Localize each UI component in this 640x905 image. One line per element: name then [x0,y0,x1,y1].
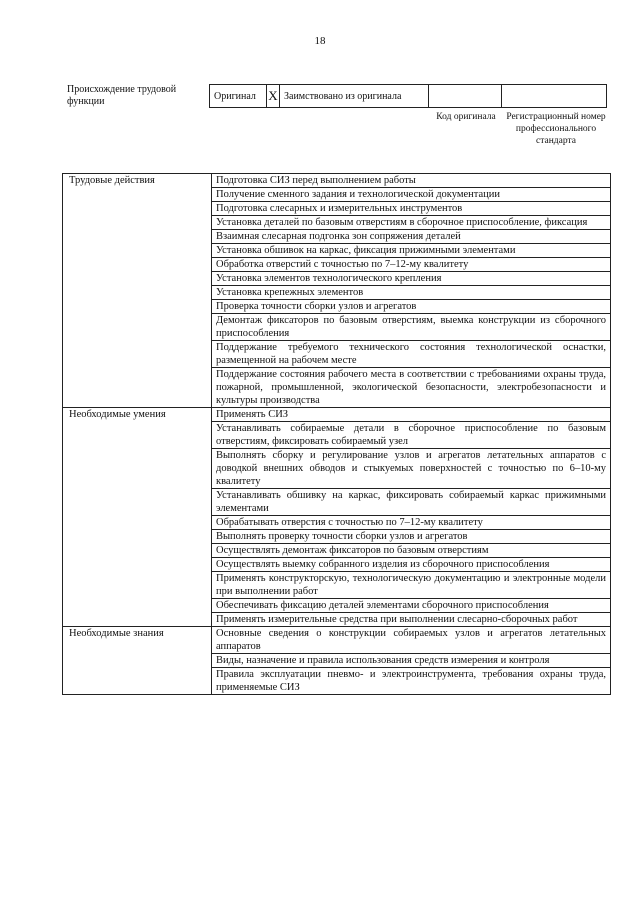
section-item: Применять конструкторскую, технологическую документацию и электронные модели при выполнении работ [212,572,611,599]
section-item: Устанавливать обшивку на каркас, фиксировать собираемый каркас прижимными элементами [212,489,611,516]
table-row [63,174,611,188]
registration-number-cell [502,85,607,108]
section-item: Установка крепежных элементов [212,286,611,300]
section-item: Подготовка слесарных и измерительных инструментов [212,202,611,216]
section-item: Обеспечивать фиксацию деталей элементами сборочного приспособления [212,599,611,613]
borrowed-cell: Заимствовано из оригинала [280,85,429,108]
section-item: Установка элементов технологического крепления [212,272,611,286]
section-item: Подготовка СИЗ перед выполнением работы [212,174,611,188]
section-item: Применять СИЗ [212,408,611,422]
origin-label: Происхождение трудовой функции [67,84,177,107]
table-row [63,627,611,654]
code-caption: Код оригинала [436,112,496,122]
section-item: Поддержание требуемого технического состояния технологической оснастки, размещенной на рабочем месте [212,341,611,368]
section-item: Осуществлять выемку собранного изделия из сборочного приспособления [212,558,611,572]
section-item: Устанавливать собираемые детали в сборочное приспособление по базовым отверстиям, фиксировать собираемый узел [212,422,611,449]
section-item: Выполнять проверку точности сборки узлов и агрегатов [212,530,611,544]
section-item: Установка обшивок на каркас, фиксация прижимными элементами [212,244,611,258]
origin-table [209,84,607,108]
section-title: Необходимые умения [63,408,212,627]
section-item: Применять измерительные средства при выполнении слесарно-сборочных работ [212,613,611,627]
section-item: Осуществлять демонтаж фиксаторов по базовым отверстиям [212,544,611,558]
section-item: Основные сведения о конструкции собираемых узлов и агрегатов летательных аппаратов [212,627,611,654]
section-item: Выполнять сборку и регулирование узлов и агрегатов летательных аппаратов с доводкой внешних обводов и стыкуемых поверхностей с точностью по 6–10-му квалитету [212,449,611,489]
section-item: Виды, назначение и правила использования средств измерения и контроля [212,654,611,668]
table-row [63,408,611,422]
section-item: Обработка отверстий с точностью по 7–12-му квалитету [212,258,611,272]
section-item: Проверка точности сборки узлов и агрегатов [212,300,611,314]
section-item: Обрабатывать отверстия с точностью по 7–12-му квалитету [212,516,611,530]
page-number: 18 [314,35,326,47]
section-title: Необходимые знания [63,627,212,695]
section-item: Правила эксплуатации пневмо- и электроинструмента, требования охраны труда, применяемые СИЗ [212,668,611,695]
section-title: Трудовые действия [63,174,212,408]
original-mark: X [267,85,280,108]
labor-function-table [62,173,611,695]
section-item: Взаимная слесарная подгонка зон сопряжения деталей [212,230,611,244]
section-item: Демонтаж фиксаторов по базовым отверстиям, выемка конструкции из сборочного приспособления [212,314,611,341]
section-item: Получение сменного задания и технологической документации [212,188,611,202]
section-item: Установка деталей по базовым отверстиям в сборочное приспособление, фиксация [212,216,611,230]
original-code-cell [429,85,502,108]
section-item: Поддержание состояния рабочего места в соответствии с требованиями охраны труда, пожарной, промышленной, экологической безопасности, электробезопасности и культуры производства [212,368,611,408]
registration-caption: Регистрационный номер профессионального стандарта [506,112,606,146]
original-cell: Оригинал [210,85,267,108]
